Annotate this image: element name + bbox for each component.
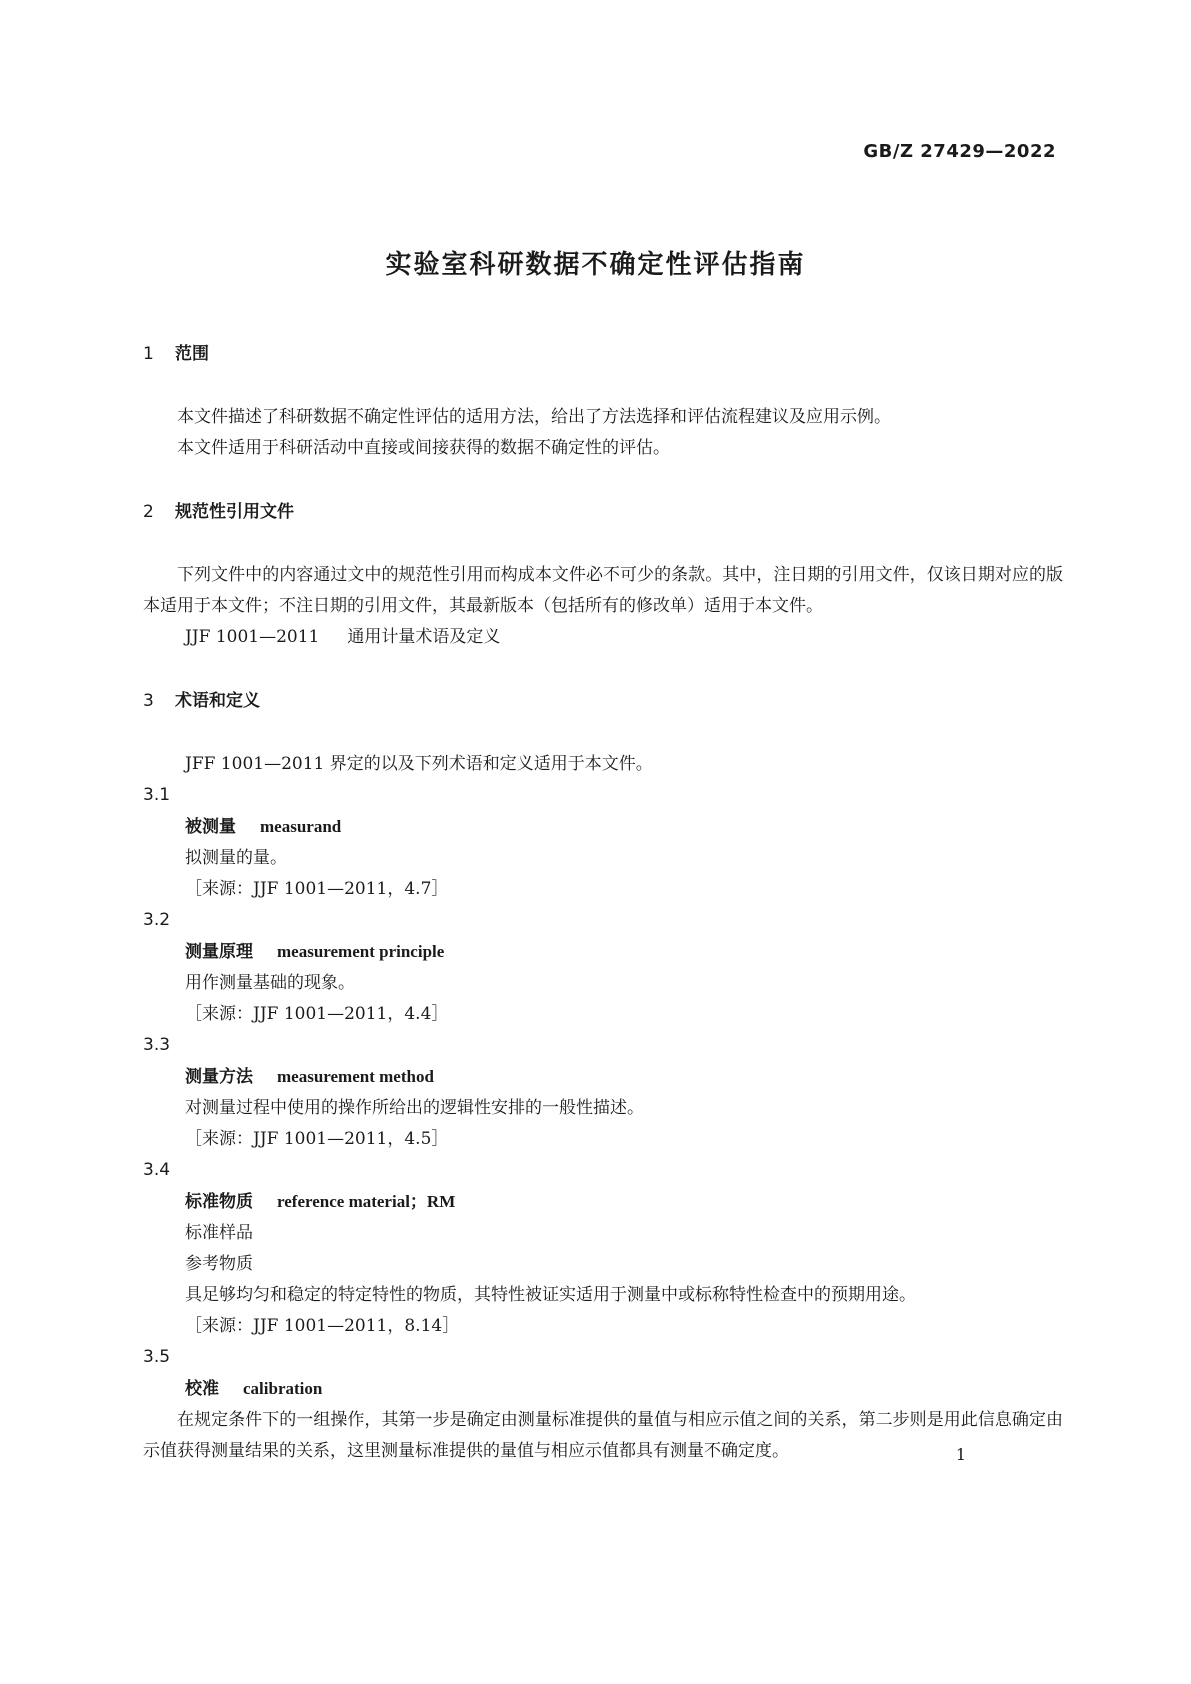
term-number: 3.4 (143, 1160, 171, 1180)
term-number: 3.1 (143, 785, 171, 805)
term-entry (143, 1061, 1063, 1093)
reference-title: 通用计量术语及定义 (347, 627, 501, 647)
term-entry (143, 936, 1063, 968)
term-number: 3.2 (143, 910, 171, 930)
term-english: calibration (243, 1379, 323, 1398)
term-entry (143, 1373, 1063, 1405)
term-source: ［来源：JJF 1001—2011，4.7］ (185, 879, 449, 899)
term-entry (143, 1186, 1063, 1218)
term-number: 3.5 (143, 1347, 171, 1367)
term-definition: 用作测量基础的现象。 (185, 973, 355, 993)
term-definition: 在规定条件下的一组操作，其第一步是确定由测量标准提供的量值与相应示值之间的关系，第二步则是用此信息确定由示值获得测量结果的关系，这里测量标准提供的量值与相应示值都具有测量不确定度。 (143, 1410, 1063, 1461)
term-source: ［来源：JJF 1001—2011，4.5］ (185, 1129, 449, 1149)
paragraph: 下列文件中的内容通过文中的规范性引用而构成本文件必不可少的条款。其中，注日期的引用文件，仅该日期对应的版本适用于本文件；不注日期的引用文件，其最新版本（包括所有的修改单）适用于本文件。 (143, 565, 1063, 616)
term-definition: 具足够均匀和稳定的特定特性的物质，其特性被证实适用于测量中或标称特性检查中的预期用途。 (185, 1285, 916, 1305)
section-heading-2 (143, 498, 1063, 526)
term-chinese: 校准 (185, 1379, 219, 1399)
reference-code: JJF 1001—2011 (185, 627, 320, 647)
terms-intro: JFF 1001—2011 界定的以及下列术语和定义适用于本文件。 (185, 754, 653, 774)
document-title: 实验室科研数据不确定性评估指南 (385, 250, 806, 280)
term-english: measurand (260, 817, 342, 836)
section-heading-1 (143, 340, 1063, 368)
term-definition: 拟测量的量。 (185, 848, 287, 868)
section-number: 2 (143, 502, 154, 522)
page-number: 1 (955, 1445, 966, 1464)
term-english: reference material；RM (277, 1192, 456, 1211)
standard-number: GB/Z 27429—2022 (863, 141, 1056, 162)
term-number: 3.3 (143, 1035, 171, 1055)
document-body (143, 340, 1063, 1467)
term-english: measurement method (277, 1067, 434, 1086)
term-source: ［来源：JJF 1001—2011，4.4］ (185, 1004, 449, 1024)
term-chinese: 标准物质 (185, 1192, 253, 1212)
term-entry (143, 811, 1063, 843)
paragraph: 本文件描述了科研数据不确定性评估的适用方法，给出了方法选择和评估流程建议及应用示例。 (177, 407, 891, 427)
section-title: 规范性引用文件 (175, 502, 294, 522)
term-chinese: 被测量 (185, 817, 236, 837)
term-source: ［来源：JJF 1001—2011，8.14］ (185, 1316, 460, 1336)
term-synonym: 参考物质 (185, 1254, 253, 1274)
section-number: 3 (143, 691, 154, 711)
term-definition: 对测量过程中使用的操作所给出的逻辑性安排的一般性描述。 (185, 1098, 644, 1118)
section-heading-3 (143, 687, 1063, 715)
section-title: 范围 (175, 344, 209, 364)
term-synonym: 标准样品 (185, 1223, 253, 1243)
normative-reference (143, 622, 1063, 653)
term-chinese: 测量原理 (185, 942, 253, 962)
term-english: measurement principle (277, 942, 445, 961)
term-chinese: 测量方法 (185, 1067, 253, 1087)
paragraph: 本文件适用于科研活动中直接或间接获得的数据不确定性的评估。 (177, 438, 670, 458)
section-number: 1 (143, 344, 154, 364)
section-title: 术语和定义 (175, 691, 260, 711)
